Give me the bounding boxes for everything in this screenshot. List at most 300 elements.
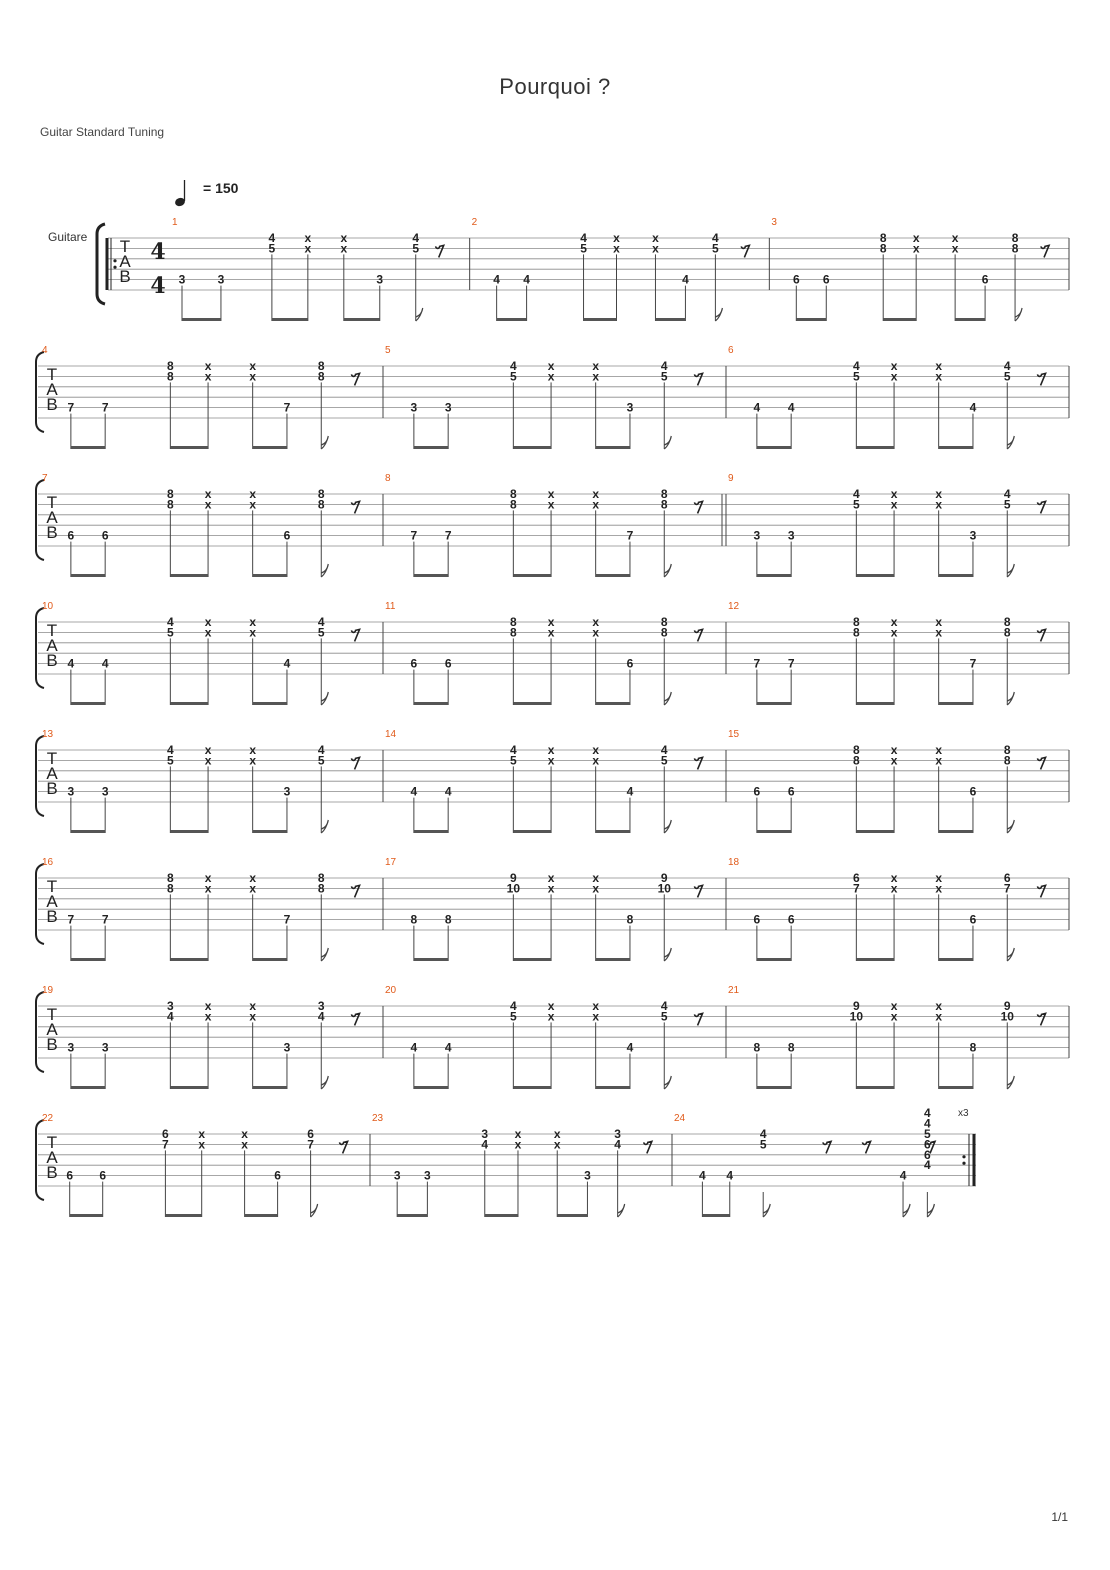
muted-string: x (890, 753, 898, 768)
muted-string: x (204, 753, 212, 768)
eighth-flag (321, 564, 328, 577)
fret-number: 8 (787, 1040, 795, 1055)
beam (70, 1214, 103, 1217)
tab-clef-letter: A (119, 252, 131, 271)
eighth-flag (321, 1076, 328, 1089)
fret-number: 8 (1011, 231, 1019, 245)
fret-number: 8 (317, 359, 325, 373)
muted-string: x (951, 241, 959, 256)
eighth-rest (695, 373, 703, 385)
beam (414, 830, 448, 833)
fret-number: 8 (1003, 625, 1011, 640)
muted-string: x (592, 369, 600, 384)
tab-clef-letter: A (46, 1020, 58, 1039)
fret-number: 8 (317, 369, 325, 384)
beam (513, 830, 551, 833)
fret-number: 7 (101, 912, 109, 927)
muted-string: x (592, 1009, 600, 1024)
fret-number: 5 (580, 241, 587, 256)
muted-string: x (890, 487, 898, 501)
muted-string: x (592, 753, 600, 768)
muted-string: x (890, 497, 898, 512)
beam (596, 1086, 630, 1089)
fret-number: 8 (1003, 743, 1011, 757)
page-number: 1/1 (1051, 1510, 1068, 1524)
fret-number: 7 (283, 400, 291, 415)
muted-string: x (553, 1127, 561, 1141)
system-bracket (36, 608, 44, 688)
muted-string: x (547, 881, 555, 896)
fret-number: 7 (626, 528, 634, 543)
muted-string: x (249, 871, 257, 885)
eighth-rest (1038, 1013, 1046, 1025)
eighth-rest (1038, 373, 1046, 385)
system-bracket (36, 736, 44, 816)
fret-number: 8 (317, 497, 325, 512)
system-bracket (36, 480, 44, 560)
beam (414, 446, 448, 449)
fret-number: 3 (787, 528, 795, 543)
fret-number: 6 (444, 656, 452, 671)
measure-number: 17 (385, 857, 397, 868)
beam (253, 830, 287, 833)
fret-number: 8 (509, 615, 517, 629)
eighth-rest (695, 629, 703, 641)
fret-number: 8 (317, 487, 325, 501)
fret-number: 4 (509, 359, 517, 373)
tab-clef-letter: T (46, 493, 58, 512)
measure-number: 7 (42, 473, 48, 484)
fret-number: 3 (283, 784, 291, 799)
fret-number: 4 (101, 656, 109, 671)
beam (170, 958, 208, 961)
fret-number: 7 (283, 912, 291, 927)
muted-string: x (514, 1127, 522, 1141)
tab-clef-letter: B (46, 779, 58, 798)
fret-number: 3 (481, 1127, 489, 1141)
fret-number: 7 (444, 528, 452, 543)
chord-fret: 4 (924, 1116, 931, 1131)
fret-number: 8 (166, 881, 174, 896)
muted-string: x (613, 231, 620, 245)
measure-number: 24 (674, 1113, 686, 1124)
muted-string: x (592, 615, 600, 629)
fret-number: 9 (660, 871, 668, 885)
fret-number: 8 (166, 359, 174, 373)
fret-number: 10 (657, 881, 671, 896)
fret-number: 3 (166, 999, 174, 1013)
muted-string: x (241, 1127, 248, 1141)
measure-number: 12 (728, 601, 740, 612)
fret-number: 3 (424, 1168, 431, 1183)
muted-string: x (547, 615, 555, 629)
fret-number: 3 (67, 784, 75, 799)
eighth-rest (352, 757, 360, 769)
fret-number: 5 (660, 369, 668, 384)
muted-string: x (935, 743, 943, 757)
fret-number: 4 (410, 784, 418, 799)
fret-number: 6 (274, 1168, 281, 1183)
eighth-flag (927, 1204, 934, 1217)
tab-clef-letter: T (46, 749, 58, 768)
fret-number: 8 (753, 1040, 761, 1055)
time-signature-numerator: 4 (150, 238, 166, 265)
muted-string: x (204, 487, 212, 501)
beam (414, 1086, 448, 1089)
fret-number: 4 (166, 615, 174, 629)
eighth-flag (321, 692, 328, 705)
muted-string: x (951, 231, 959, 245)
fret-number: 3 (753, 528, 761, 543)
fret-number: 6 (99, 1168, 107, 1183)
fret-number: 4 (1003, 487, 1011, 501)
eighth-rest (436, 245, 444, 257)
chord-fret: 6 (924, 1147, 931, 1162)
fret-number: 6 (67, 528, 75, 543)
muted-string: x (249, 615, 257, 629)
tab-clef-letter: B (46, 395, 58, 414)
tab-clef-letter: B (46, 1163, 58, 1182)
fret-number: 5 (660, 1009, 668, 1024)
fret-number: 6 (101, 528, 109, 543)
muted-string: x (935, 615, 943, 629)
tab-clef-letter: T (46, 621, 58, 640)
fret-number: 8 (852, 625, 860, 640)
fret-number: 8 (509, 487, 517, 501)
fret-number: 3 (410, 400, 418, 415)
muted-string: x (890, 359, 898, 373)
fret-number: 3 (178, 272, 186, 287)
system-bracket (36, 1120, 44, 1200)
fret-number: 7 (410, 528, 418, 543)
fret-number: 3 (393, 1168, 401, 1183)
eighth-flag (664, 692, 671, 705)
eighth-rest (741, 245, 749, 257)
fret-number: 5 (412, 241, 420, 256)
measure-number: 21 (728, 985, 740, 996)
muted-string: x (935, 753, 943, 768)
muted-string: x (547, 487, 555, 501)
fret-number: 4 (481, 1137, 489, 1152)
beam (757, 830, 791, 833)
system-bracket (36, 992, 44, 1072)
fret-number: 7 (67, 400, 75, 415)
fret-number: 10 (506, 881, 521, 896)
fret-number: 4 (166, 1009, 174, 1024)
fret-number: 9 (852, 999, 860, 1013)
fret-number: 4 (444, 1040, 452, 1055)
beam (253, 574, 287, 577)
beam (397, 1214, 427, 1217)
repeat-count: x3 (958, 1108, 969, 1119)
beam (596, 830, 630, 833)
muted-string: x (249, 1009, 257, 1024)
eighth-flag (1007, 820, 1014, 833)
fret-number: 5 (166, 753, 174, 768)
fret-number: 6 (787, 912, 795, 927)
fret-number: 8 (1003, 753, 1011, 768)
fret-number: 5 (509, 369, 517, 384)
fret-number: 3 (317, 999, 325, 1013)
fret-number: 7 (787, 656, 795, 671)
fret-number: 4 (283, 656, 291, 671)
muted-string: x (547, 497, 555, 512)
eighth-flag (903, 1204, 910, 1217)
time-signature-denominator: 4 (150, 273, 166, 299)
eighth-rest (823, 1141, 831, 1153)
beam (856, 1086, 894, 1089)
beam (414, 702, 448, 705)
eighth-rest (695, 757, 703, 769)
fret-number: 3 (444, 400, 452, 415)
fret-number: 5 (712, 241, 719, 256)
muted-string: x (547, 743, 555, 757)
fret-number: 4 (580, 231, 587, 245)
muted-string: x (204, 743, 212, 757)
eighth-flag (664, 1076, 671, 1089)
eighth-flag (664, 564, 671, 577)
fret-number: 5 (509, 1009, 517, 1024)
fret-number: 8 (660, 497, 668, 512)
fret-number: 5 (509, 753, 517, 768)
fret-number: 6 (792, 272, 800, 287)
fret-number: 6 (753, 784, 761, 799)
eighth-flag (763, 1204, 770, 1217)
muted-string: x (249, 753, 257, 768)
beam (71, 830, 105, 833)
system-bracket (36, 352, 44, 432)
muted-string: x (592, 359, 600, 373)
eighth-rest (1038, 757, 1046, 769)
muted-string: x (935, 497, 943, 512)
fret-number: 8 (852, 743, 860, 757)
fret-number: 4 (268, 231, 276, 245)
fret-number: 8 (509, 625, 517, 640)
measure-number: 19 (42, 985, 54, 996)
eighth-rest (695, 501, 703, 513)
fret-number: 4 (660, 999, 668, 1013)
fret-number: 3 (67, 1040, 75, 1055)
fret-number: 7 (969, 656, 977, 671)
muted-string: x (204, 1009, 212, 1024)
fret-number: 8 (660, 487, 668, 501)
eighth-rest (352, 885, 360, 897)
eighth-rest (695, 1013, 703, 1025)
eighth-flag (664, 436, 671, 449)
muted-string: x (204, 369, 212, 384)
fret-number: 4 (317, 743, 325, 757)
fret-number: 5 (759, 1137, 767, 1152)
measure-number: 22 (42, 1113, 54, 1124)
tab-clef-letter: A (46, 764, 58, 783)
fret-number: 8 (444, 912, 452, 927)
tuning-label: Guitar Standard Tuning (40, 125, 165, 139)
muted-string: x (547, 369, 555, 384)
fret-number: 6 (753, 912, 761, 927)
muted-string: x (592, 999, 600, 1013)
fret-number: 5 (852, 369, 860, 384)
beam (165, 1214, 201, 1217)
fret-number: 3 (584, 1168, 591, 1183)
fret-number: 3 (101, 1040, 109, 1055)
muted-string: x (204, 359, 212, 373)
fret-number: 4 (493, 272, 500, 287)
muted-string: x (204, 999, 212, 1013)
beam (170, 446, 208, 449)
beam (245, 1214, 278, 1217)
fret-number: 8 (317, 881, 325, 896)
muted-string: x (204, 497, 212, 512)
eighth-flag (321, 948, 328, 961)
muted-string: x (592, 497, 600, 512)
fret-number: 5 (268, 241, 276, 256)
muted-string: x (613, 241, 620, 256)
tab-clef-letter: T (46, 365, 58, 384)
fret-number: 5 (1003, 369, 1011, 384)
beam (702, 1214, 729, 1217)
muted-string: x (249, 497, 257, 512)
beam (883, 318, 916, 321)
tab-clef-letter: T (46, 1005, 58, 1024)
beam (170, 830, 208, 833)
muted-string: x (592, 743, 600, 757)
muted-string: x (249, 743, 257, 757)
beam (557, 1214, 587, 1217)
beam (939, 1086, 973, 1089)
muted-string: x (204, 881, 212, 896)
fret-number: 6 (1003, 871, 1011, 885)
beam (757, 702, 791, 705)
beam (485, 1214, 518, 1217)
muted-string: x (304, 231, 312, 245)
tab-clef-letter: A (46, 892, 58, 911)
fret-number: 10 (849, 1009, 864, 1024)
muted-string: x (249, 369, 257, 384)
fret-number: 6 (283, 528, 291, 543)
muted-string: x (935, 487, 943, 501)
eighth-rest (352, 1013, 360, 1025)
fret-number: 4 (317, 615, 325, 629)
eighth-flag (664, 820, 671, 833)
eighth-rest (863, 1141, 871, 1153)
beam (596, 574, 630, 577)
beam (182, 318, 221, 321)
fret-number: 4 (660, 359, 668, 373)
muted-string: x (547, 625, 555, 640)
measure-number: 5 (385, 345, 391, 356)
beam (344, 318, 380, 321)
fret-number: 8 (852, 753, 860, 768)
tab-clef-letter: B (119, 267, 131, 286)
muted-string: x (249, 881, 257, 896)
beam (596, 958, 630, 961)
beam (170, 1086, 208, 1089)
fret-number: 3 (969, 528, 977, 543)
measure-number: 20 (385, 985, 397, 996)
fret-number: 10 (1000, 1009, 1014, 1024)
muted-string: x (890, 881, 898, 896)
fret-number: 8 (969, 1040, 977, 1055)
fret-number: 6 (822, 272, 830, 287)
fret-number: 5 (166, 625, 174, 640)
fret-number: 6 (787, 784, 795, 799)
beam (939, 958, 973, 961)
beam (596, 702, 630, 705)
fret-number: 8 (660, 625, 668, 640)
muted-string: x (592, 625, 600, 640)
muted-string: x (890, 743, 898, 757)
chord-fret: 4 (924, 1158, 931, 1173)
eighth-rest (1038, 629, 1046, 641)
fret-number: 9 (1003, 999, 1011, 1013)
muted-string: x (340, 241, 348, 256)
eighth-rest (1041, 245, 1049, 257)
muted-string: x (890, 625, 898, 640)
eighth-rest (1038, 501, 1046, 513)
measure-number: 11 (385, 601, 396, 612)
muted-string: x (890, 999, 898, 1013)
beam (757, 446, 791, 449)
eighth-rest (695, 885, 703, 897)
beam (513, 1086, 551, 1089)
muted-string: x (249, 359, 257, 373)
beam (757, 1086, 791, 1089)
measure-number: 9 (728, 473, 734, 484)
fret-number: 4 (444, 784, 452, 799)
fret-number: 3 (101, 784, 109, 799)
muted-string: x (592, 881, 600, 896)
fret-number: 8 (166, 487, 174, 501)
fret-number: 8 (852, 615, 860, 629)
muted-string: x (935, 871, 943, 885)
tab-clef-letter: T (46, 1133, 58, 1152)
eighth-rest (352, 629, 360, 641)
beam (596, 446, 630, 449)
fret-number: 4 (726, 1168, 734, 1183)
muted-string: x (547, 1009, 555, 1024)
fret-number: 4 (969, 400, 977, 415)
beam (272, 318, 308, 321)
fret-number: 5 (317, 625, 325, 640)
eighth-flag (1007, 564, 1014, 577)
fret-number: 8 (1003, 615, 1011, 629)
fret-number: 8 (410, 912, 418, 927)
eighth-flag (416, 308, 423, 321)
muted-string: x (935, 999, 943, 1013)
eighth-flag (321, 436, 328, 449)
fret-number: 7 (162, 1137, 169, 1152)
beam (513, 702, 551, 705)
eighth-flag (321, 820, 328, 833)
fret-number: 8 (879, 231, 887, 245)
fret-number: 7 (307, 1137, 314, 1152)
muted-string: x (304, 241, 312, 256)
fret-number: 7 (67, 912, 75, 927)
tab-clef-letter: B (46, 1035, 58, 1054)
muted-string: x (652, 231, 659, 245)
beam (939, 574, 973, 577)
muted-string: x (935, 1009, 943, 1024)
measure-number: 18 (728, 857, 740, 868)
eighth-rest (340, 1141, 348, 1153)
beam (414, 574, 448, 577)
fret-number: 5 (660, 753, 668, 768)
fret-number: 8 (166, 369, 174, 384)
muted-string: x (890, 369, 898, 384)
fret-number: 4 (626, 784, 634, 799)
beam (856, 702, 894, 705)
measure-number: 13 (42, 729, 54, 740)
